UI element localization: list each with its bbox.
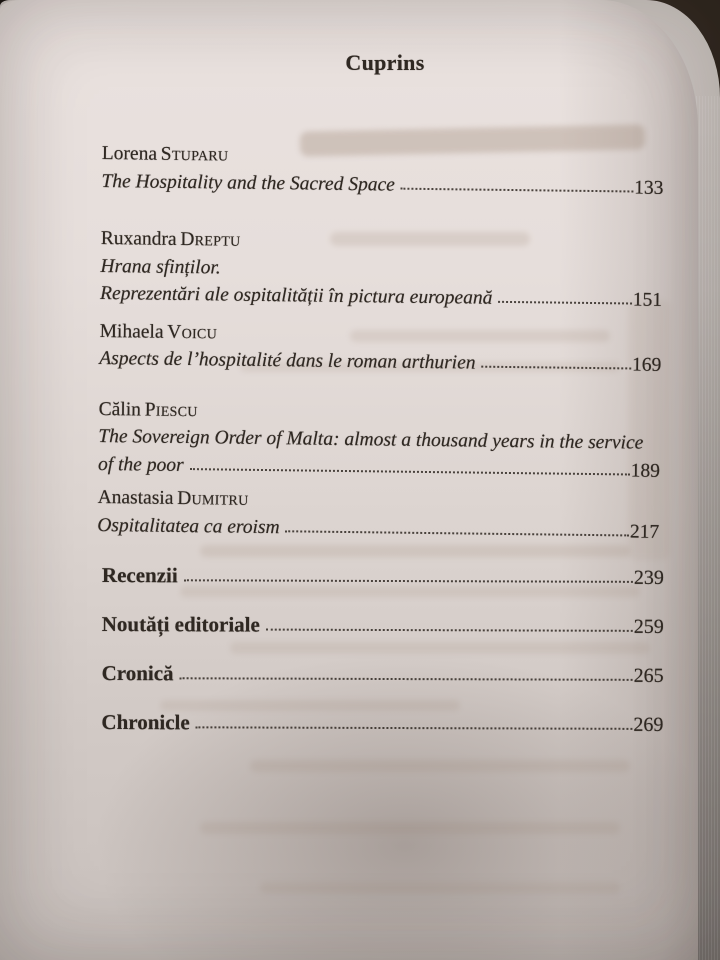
page-number: 133 <box>634 177 664 199</box>
author-first-name: Ruxandra <box>100 227 177 250</box>
page-number: 239 <box>633 566 664 589</box>
author-last-name: Stuparu <box>160 143 229 166</box>
section-row <box>101 709 663 739</box>
dot-leader <box>196 726 633 730</box>
toc-entry <box>100 225 663 314</box>
author-last-name: Dreptu <box>180 228 241 251</box>
section-row <box>102 562 664 592</box>
toc-entry <box>101 140 664 202</box>
work-title: Ospitalitatea ca eroism <box>97 514 280 538</box>
table-of-contents <box>97 140 664 567</box>
dot-leader <box>498 301 631 305</box>
author-last-name: Piescu <box>144 399 198 421</box>
toc-entry <box>98 395 661 484</box>
toc-entry <box>99 317 662 379</box>
page-number: 269 <box>633 713 664 736</box>
author-last-name: Voicu <box>167 321 218 343</box>
dot-leader <box>180 677 633 681</box>
toc-title-row <box>101 167 663 201</box>
dot-leader <box>401 187 633 192</box>
toc-title-row <box>99 345 661 379</box>
toc-title-row <box>97 511 659 545</box>
work-title-line: Hrana sfinților. <box>100 255 221 278</box>
section-label: Cronică <box>101 660 174 686</box>
dot-leader <box>184 579 633 583</box>
section-row <box>102 611 664 641</box>
work-title: of the poor <box>97 453 184 476</box>
page-number: 189 <box>630 459 661 482</box>
toc-title-row <box>100 280 662 314</box>
section-label: Chronicle <box>101 709 190 735</box>
section-label: Recenzii <box>101 563 178 588</box>
author-first-name: Anastasia <box>97 486 174 509</box>
dot-leader <box>190 468 630 475</box>
toc-sections <box>101 562 664 760</box>
author-last-name: Dumitru <box>177 487 249 510</box>
section-row <box>102 660 664 690</box>
work-title: Reprezentări ale ospitalității în pictura europeană <box>99 282 493 309</box>
dot-leader <box>286 530 629 536</box>
author-first-name: Mihaela <box>99 320 164 343</box>
bleed-through-smudge <box>200 822 620 834</box>
page-title: Cuprins <box>345 50 425 75</box>
dot-leader <box>266 629 633 632</box>
work-title: Aspects de l’hospitalité dans le roman arthurien <box>99 347 476 374</box>
bleed-through-smudge <box>260 882 620 894</box>
author-first-name: Călin <box>98 398 142 420</box>
toc-entry <box>97 484 660 546</box>
page-number: 169 <box>631 354 662 376</box>
page-number: 151 <box>632 289 663 311</box>
page-number: 259 <box>633 615 664 638</box>
section-label: Noutăți editoriale <box>101 611 260 637</box>
page-number: 265 <box>633 664 664 687</box>
fore-edge-page-lines <box>696 96 720 960</box>
work-title: The Hospitality and the Sacred Space <box>101 170 395 196</box>
work-title-line: The Sovereign Order of Malta: almost a thousand years in the service <box>98 425 644 454</box>
bleed-through-smudge <box>250 760 630 772</box>
author-first-name: Lorena <box>101 142 158 165</box>
page-number: 217 <box>629 520 660 543</box>
dot-leader <box>481 366 631 370</box>
